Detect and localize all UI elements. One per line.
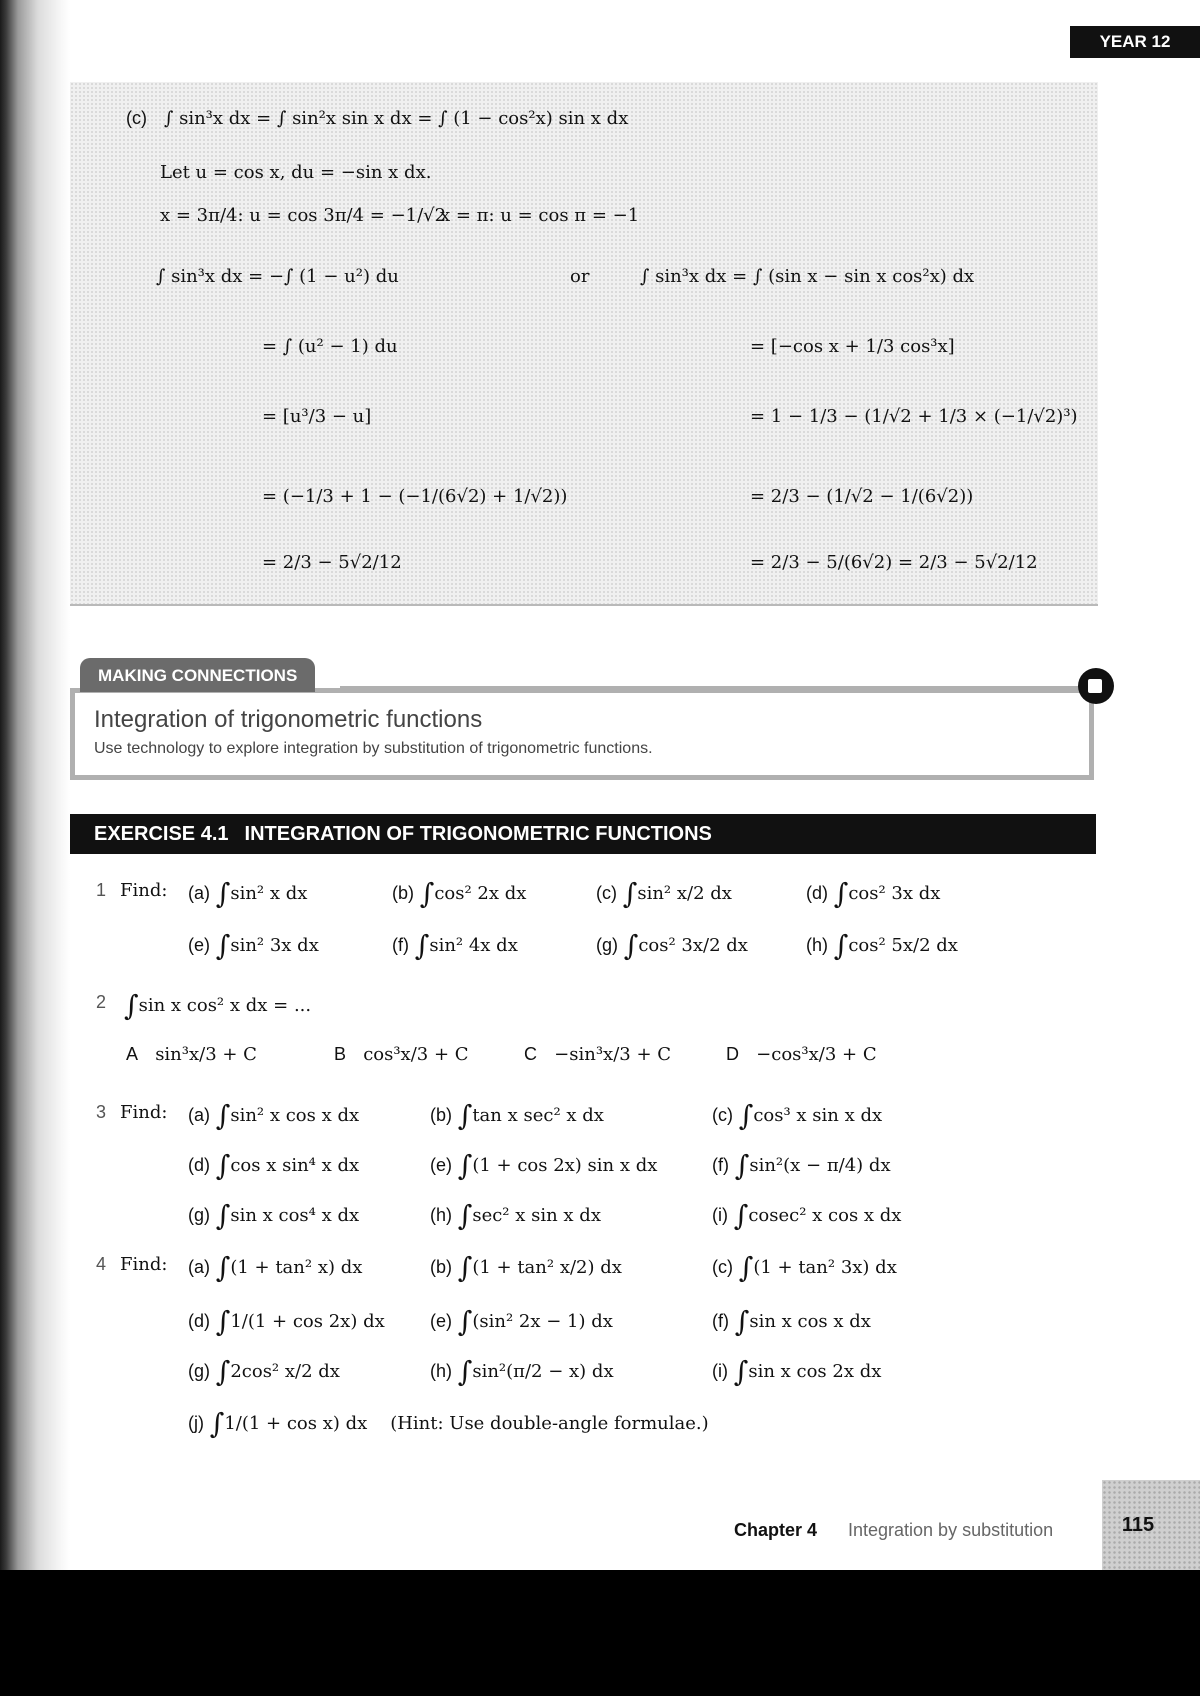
year-tag: YEAR 12 [1070, 26, 1200, 58]
exercise-heading [70, 814, 1096, 854]
q1-g: (g) ∫cos² 3x/2 dx [596, 929, 748, 962]
q4-d: (d) ∫1/(1 + cos 2x) dx [188, 1305, 385, 1338]
q1-f: (f) ∫sin² 4x dx [392, 929, 518, 962]
worked-left-step-4: = (−1/3 + 1 − (−1/(6√2) + 1/√2)) [262, 486, 568, 507]
q3-a: (a) ∫sin² x cos x dx [188, 1099, 360, 1132]
q4-g: (g) ∫2cos² x/2 dx [188, 1355, 340, 1388]
q2-option-d: D −cos³x/3 + C [726, 1044, 877, 1065]
q1-d: (d) ∫cos² 3x dx [806, 877, 941, 910]
q3-h: (h) ∫sec² x sin x dx [430, 1199, 601, 1232]
page-number-box [1102, 1480, 1200, 1570]
q4-j: (j) ∫1/(1 + cos x) dx (Hint: Use double-angle formulae.) [188, 1407, 709, 1440]
worked-part-label: (c) [126, 108, 147, 128]
q3-i: (i) ∫cosec² x cos x dx [712, 1199, 902, 1232]
q2-option-a: A sin³x/3 + C [126, 1044, 257, 1065]
interactive-link-icon[interactable] [1078, 668, 1114, 704]
q3-d: (d) ∫cos x sin⁴ x dx [188, 1149, 360, 1182]
q4-number: 4 [96, 1254, 107, 1274]
q4-i: (i) ∫sin x cos 2x dx [712, 1355, 882, 1388]
q1-e: (e) ∫sin² 3x dx [188, 929, 319, 962]
q3-b: (b) ∫tan x sec² x dx [430, 1099, 604, 1132]
worked-limit-b: x = π: u = cos π = −1 [440, 205, 640, 226]
footer-topic: Integration by substitution [848, 1520, 1054, 1540]
q4-h: (h) ∫sin²(π/2 − x) dx [430, 1355, 614, 1388]
q3-f: (f) ∫sin²(x − π/4) dx [712, 1149, 891, 1182]
worked-left-step-1: ∫ sin³x dx = −∫ (1 − u²) du [156, 266, 399, 287]
q4-a: (a) ∫(1 + tan² x) dx [188, 1251, 363, 1284]
worked-left-step-2: = ∫ (u² − 1) du [262, 336, 398, 357]
q4-e: (e) ∫(sin² 2x − 1) dx [430, 1305, 613, 1338]
exercise-title: INTEGRATION OF TRIGONOMETRIC FUNCTIONS [244, 823, 712, 845]
q4-b: (b) ∫(1 + tan² x/2) dx [430, 1251, 622, 1284]
exercise-number: EXERCISE 4.1 [94, 823, 229, 845]
q1-b: (b) ∫cos² 2x dx [392, 877, 527, 910]
book-gutter-shadow [0, 0, 70, 1570]
worked-or: or [570, 266, 590, 287]
connections-box [70, 688, 1094, 780]
worked-right-step-5: = 2/3 − 5/(6√2) = 2/3 − 5√2/12 [750, 552, 1038, 573]
q1-a: (a) ∫sin² x dx [188, 877, 308, 910]
q1-h: (h) ∫cos² 5x/2 dx [806, 929, 958, 962]
worked-right-step-4: = 2/3 − (1/√2 − 1/(6√2)) [750, 486, 974, 507]
connections-tab: MAKING CONNECTIONS [80, 658, 315, 692]
q4-f: (f) ∫sin x cos x dx [712, 1305, 871, 1338]
worked-right-step-2: = [−cos x + 1/3 cos³x] [750, 336, 955, 357]
page-number: 115 [1121, 1514, 1155, 1536]
worked-left-step-5: = 2/3 − 5√2/12 [262, 552, 402, 573]
connections-title: Integration of trigonometric functions [94, 706, 483, 733]
q4-c: (c) ∫(1 + tan² 3x) dx [712, 1251, 897, 1284]
worked-let-line: Let u = cos x, du = −sin x dx. [160, 162, 432, 183]
q2-stem: ∫sin x cos² x dx = ... [124, 989, 312, 1022]
q3-g: (g) ∫sin x cos⁴ x dx [188, 1199, 360, 1232]
q3-command: Find: [120, 1102, 168, 1123]
q1-number: 1 [96, 880, 107, 900]
q2-option-c: C −sin³x/3 + C [524, 1044, 672, 1065]
q2-option-b: B cos³x/3 + C [334, 1044, 469, 1065]
q3-e: (e) ∫(1 + cos 2x) sin x dx [430, 1149, 658, 1182]
worked-left-step-3: = [u³/3 − u] [262, 406, 372, 427]
q4-command: Find: [120, 1254, 168, 1275]
q3-c: (c) ∫cos³ x sin x dx [712, 1099, 883, 1132]
worked-right-step-1: ∫ sin³x dx = ∫ (sin x − sin x cos²x) dx [640, 266, 975, 287]
q2-number: 2 [96, 992, 107, 1012]
q1-command: Find: [120, 880, 168, 901]
worked-line-1: ∫ sin³x dx = ∫ sin²x sin x dx = ∫ (1 − cos²x) sin x dx [164, 108, 629, 129]
worked-limit-a: x = 3π/4: u = cos 3π/4 = −1/√2 [160, 205, 447, 226]
connections-description: Use technology to explore integration by substitution of trigonometric functions. [94, 740, 653, 757]
q1-c: (c) ∫sin² x/2 dx [596, 877, 732, 910]
footer-chapter: Chapter 4 [734, 1520, 818, 1540]
worked-right-step-3: = 1 − 1/3 − (1/√2 + 1/3 × (−1/√2)³) [750, 406, 1078, 427]
q3-number: 3 [96, 1102, 107, 1122]
q4-hint: (Hint: Use double-angle formulae.) [390, 1413, 709, 1434]
